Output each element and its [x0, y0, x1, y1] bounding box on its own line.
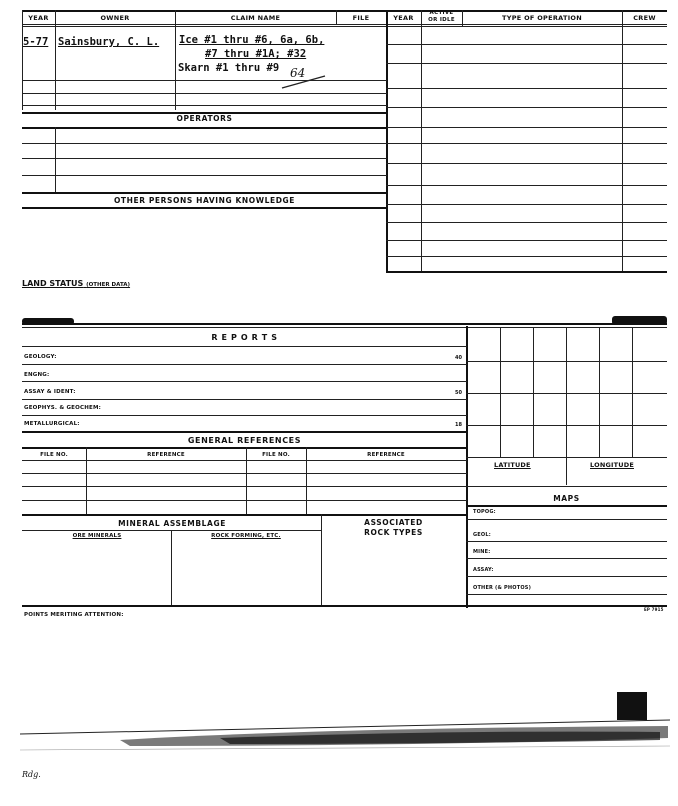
mineral-assemblage-title: MINERAL ASSEMBLAGE — [118, 519, 226, 528]
col-ore-minerals: ORE MINERALS — [72, 533, 122, 539]
report-row-geology: GEOLOGY: — [24, 354, 57, 360]
points-meriting-attention: POINTS MERITING ATTENTION: — [24, 612, 124, 618]
entry-year: 5-77 — [23, 36, 49, 48]
report-row-assay-num: 50 — [455, 390, 462, 396]
header-active-line1: ACTIVE — [429, 10, 454, 16]
gen-ref-col-reference-2: REFERENCE — [367, 452, 405, 458]
report-row-assay: ASSAY & IDENT: — [24, 389, 76, 395]
land-status-subtitle: (OTHER DATA) — [86, 282, 131, 288]
associated-rock-types-line2: ROCK TYPES — [364, 528, 423, 537]
gen-ref-col-reference: REFERENCE — [147, 452, 185, 458]
other-persons-title: OTHER PERSONS HAVING KNOWLEDGE — [113, 196, 296, 205]
header-owner: OWNER — [100, 14, 130, 22]
entry-claim-line2: #7 thru #1A; #32 — [205, 48, 307, 60]
maps-row-other: OTHER (& PHOTOS) — [473, 585, 532, 591]
maps-row-assay: ASSAY: — [473, 567, 494, 573]
header-active-line2: OR IDLE — [428, 17, 455, 23]
scan-noise-band — [20, 690, 670, 770]
header-year-2: YEAR — [393, 14, 414, 22]
header-crew: CREW — [633, 14, 656, 22]
general-references-title: GENERAL REFERENCES — [187, 436, 302, 445]
report-row-geophys: GEOPHYS. & GEOCHEM: — [24, 405, 102, 411]
maps-row-topog: TOPOG: — [473, 509, 496, 515]
form-code: EP 7915 — [644, 607, 664, 612]
entry-owner: Sainsbury, C. L. — [58, 36, 160, 48]
report-row-geology-num: 40 — [455, 355, 462, 361]
entry-claim-line3: Skarn #1 thru #9 — [178, 62, 280, 74]
header-claim-name: CLAIM NAME — [230, 14, 281, 22]
reports-title: R E P O R T S — [211, 333, 278, 342]
land-status-title: LAND STATUS — [22, 279, 84, 288]
handwritten-note: 64 — [290, 66, 306, 80]
report-row-engng: ENGNG: — [24, 372, 50, 378]
gen-ref-col-file-no: FILE NO. — [40, 452, 68, 458]
header-file: FILE — [352, 14, 370, 22]
header-type-of-operation: TYPE OF OPERATION — [501, 14, 582, 22]
header-year: YEAR — [28, 14, 49, 22]
report-row-metallurgical-num: 18 — [455, 422, 462, 428]
associated-rock-types-line1: ASSOCIATED — [364, 518, 423, 527]
col-rock-forming: ROCK FORMING, ETC. — [211, 533, 281, 539]
gen-ref-col-file-no-2: FILE NO. — [262, 452, 290, 458]
entry-claim-line1: Ice #1 thru #6, 6a, 6b, — [179, 34, 325, 46]
longitude-label: LONGITUDE — [590, 461, 634, 469]
latitude-label: LATITUDE — [494, 461, 531, 469]
maps-row-mine: MINE: — [473, 549, 491, 555]
maps-title: MAPS — [553, 494, 580, 503]
maps-row-geol: GEOL: — [473, 532, 491, 538]
operators-title: OPERATORS — [176, 114, 233, 123]
report-row-metallurgical: METALLURGICAL: — [24, 421, 80, 427]
footer-scrawl: Rdg. — [22, 770, 41, 779]
